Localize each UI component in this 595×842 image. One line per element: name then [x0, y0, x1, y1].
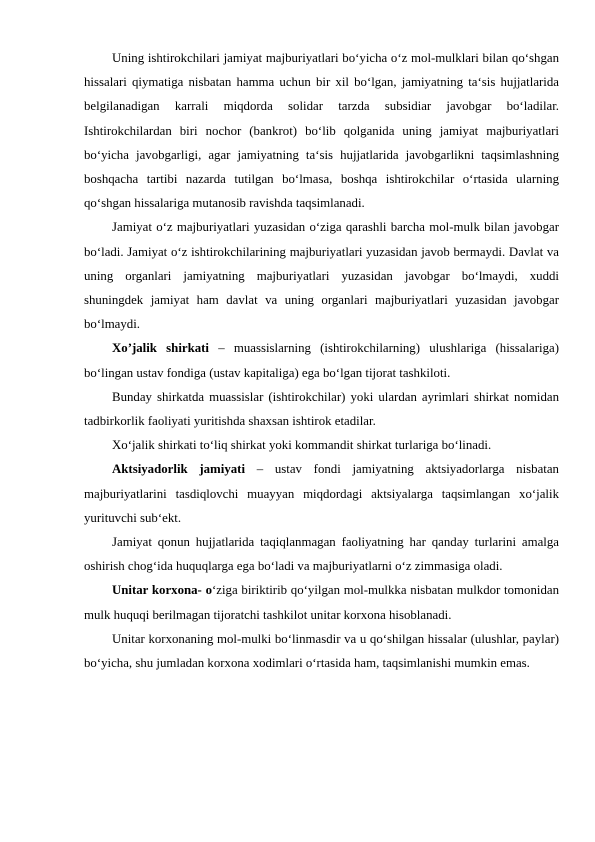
term-business-partnership: Xo’jalik shirkati	[112, 341, 209, 356]
paragraph-subsidiary-liability	[84, 46, 559, 215]
paragraph-text: Unitar korxonaning mol-mulki bo‘linmasdir va u qo‘shilgan hissalar (ulushlar, paylar) bo‘yicha, shu jumladan korxona xodimlari o‘rtasida ham, taqsimlanishi mumkin emas.	[84, 631, 559, 671]
paragraph-text: Xo‘jalik shirkati to‘liq shirkat yoki kommandit shirkat turlariga bo‘linadi.	[112, 438, 492, 453]
paragraph-text: Uning ishtirokchilari jamiyat majburiyatlari bo‘yicha o‘z mol-mulklari bilan qo‘shgan hissalari qiymatiga nisbatan hamma uchun bir xil bo‘lgan, jamiyatning ta‘sis hujjatlarida belgilanadigan karrali miqdorda solidar tarzda subsidiar javobgar bo‘ladilar. Ishtirokchilardan biri nochor (bankrot) bo‘lib qolganida uning jamiyat majburiyatlari bo‘yicha javobgarligi, agar jamiyatning ta‘sis hujjatlarida javobgarlikni taqsimlashning boshqacha tartibi nazarda tutilgan bo‘lmasa, boshqa ishtirokchilar o‘rtasida ularning qo‘shgan hissalariga mutanosib ravishda taqsimlanadi.	[84, 51, 559, 211]
paragraph-text: Bunday shirkatda muassislar (ishtirokchilar) yoki ulardan ayrimlari shirkat nomidan tadbirkorlik faoliyati yuritishda shaxsan ishtirok etadilar.	[84, 389, 559, 429]
term-joint-stock-company: Aktsiyadorlik jamiyati	[112, 462, 246, 477]
paragraph-text: – ustav fondi jamiyatning aktsiyadorlarga nisbatan majburiyatlarini tasdiqlovchi muayyan miqdordagi aktsiyalarga taqsimlangan xo‘jalik yurituvchi sub‘ekt.	[84, 462, 559, 525]
paragraph-unitary-property	[84, 627, 559, 675]
document-body	[84, 46, 559, 675]
paragraph-joint-stock-company-definition	[84, 457, 559, 530]
paragraph-text: Jamiyat qonun hujjatlarida taqiqlanmagan faoliyatning har qanday turlarini amalga oshirish chog‘ida huquqlarga ega bo‘ladi va majburiyatlarni o‘z zimmasiga oladi.	[84, 535, 559, 574]
paragraph-text: Jamiyat o‘z majburiyatlari yuzasidan o‘ziga qarashli barcha mol-mulk bilan javobgar bo‘ladi. Jamiyat o‘z ishtirokchilarining majburiyatlari yuzasidan javob bermaydi. Davlat va uning organlari jamiyatning majburiyatlari yuzasidan javobgar bo‘lmaydi, xuddi shuningdek jamiyat ham davlat va uning organlari majburiyatlari yuzasidan javobgar bo‘lmaydi.	[84, 220, 559, 332]
paragraph-partnership-founders	[84, 385, 559, 433]
paragraph-partnership-types	[84, 433, 559, 457]
paragraph-text: – muassislarning (ishtirokchilarning) ulushlariga (hissalariga) bo‘lingan ustav fondiga (ustav kapitaliga) ega bo‘lgan tijorat tashkiloti.	[84, 341, 559, 380]
paragraph-company-liability	[84, 215, 559, 336]
paragraph-company-rights	[84, 530, 559, 578]
paragraph-text: ‘ziga biriktirib qo‘yilgan mol-mulkka nisbatan mulkdor tomonidan mulk huquqi berilmagan tijoratchi tashkilot unitar korxona hisoblanadi.	[84, 583, 559, 622]
paragraph-unitary-enterprise-definition	[84, 578, 559, 626]
term-unitary-enterprise: Unitar korxona- o	[112, 583, 212, 598]
paragraph-business-partnership-definition	[84, 336, 559, 384]
